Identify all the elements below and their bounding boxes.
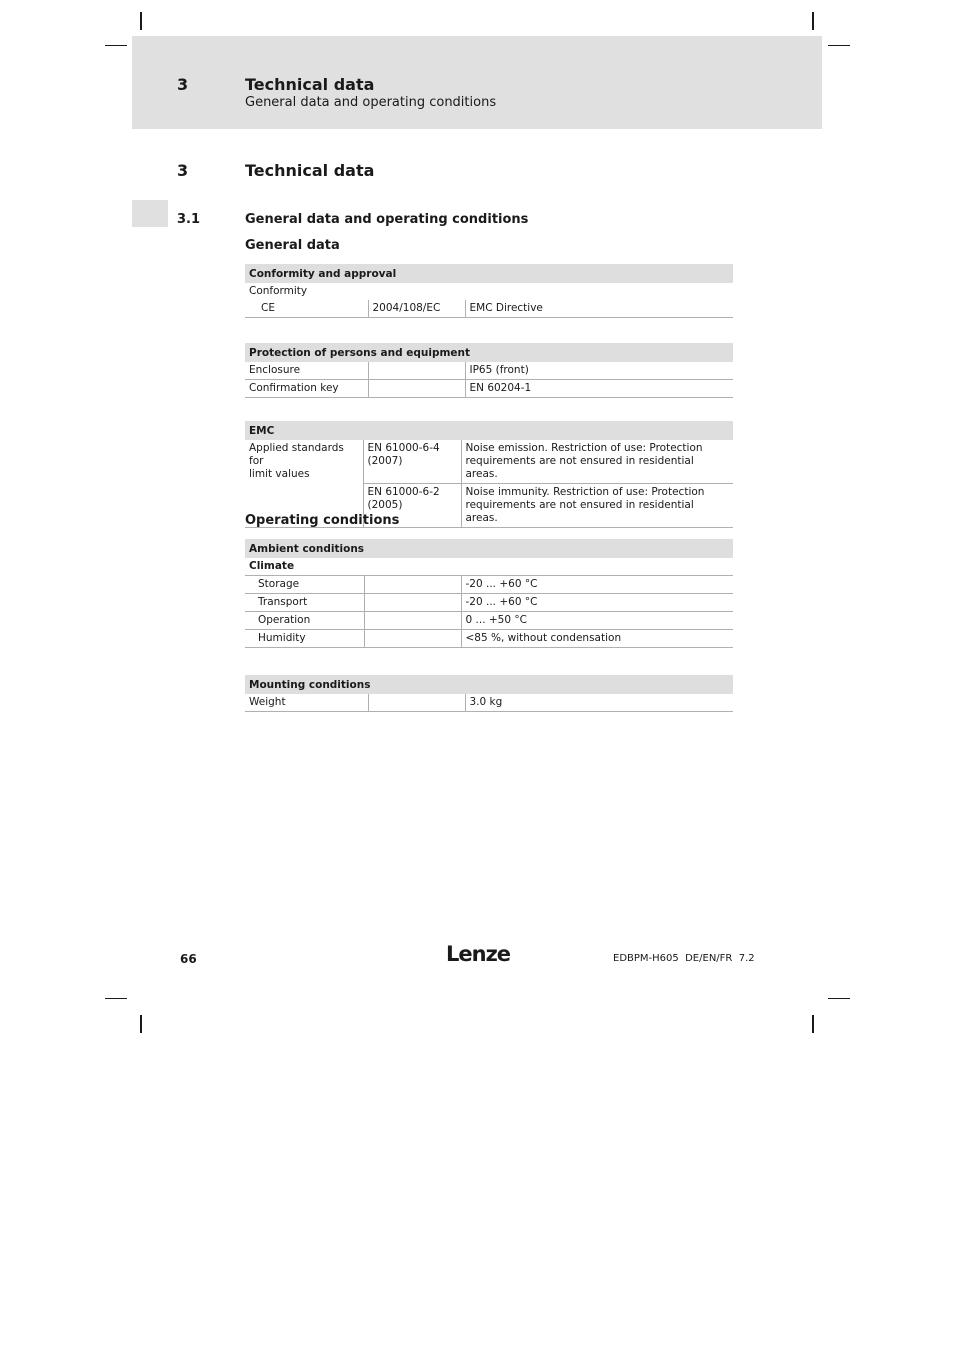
row-value bbox=[364, 612, 461, 630]
table-row bbox=[245, 440, 733, 484]
row-description: -20 ... +60 °C bbox=[461, 594, 733, 612]
emc-standard bbox=[363, 440, 461, 484]
standard-name: EN 61000-6-4 bbox=[367, 442, 440, 454]
row-description: -20 ... +60 °C bbox=[461, 576, 733, 594]
table-row bbox=[245, 300, 733, 318]
document-id: EDBPM-H605 DE/EN/FR 7.2 bbox=[613, 953, 755, 964]
row-description: IP65 (front) bbox=[465, 362, 733, 380]
row-label: Operation bbox=[245, 612, 364, 630]
table-row bbox=[245, 612, 733, 630]
crop-mark bbox=[140, 1015, 142, 1033]
group-label: Climate bbox=[245, 558, 733, 576]
table-row bbox=[245, 380, 733, 398]
standard-name: EN 61000-6-2 bbox=[367, 486, 440, 498]
row-value: 2004/108/EC bbox=[368, 300, 465, 318]
lenze-logo: Lenze bbox=[446, 942, 511, 966]
side-tab-marker bbox=[132, 200, 168, 227]
table-row bbox=[245, 694, 733, 712]
subsection-title: General data and operating conditions bbox=[245, 212, 529, 227]
standard-year: (2007) bbox=[367, 455, 403, 467]
row-value bbox=[368, 694, 465, 712]
general-data-heading: General data bbox=[245, 238, 340, 253]
table-row bbox=[245, 594, 733, 612]
table-row bbox=[245, 576, 733, 594]
desc-line: Noise immunity. Restriction of use: Protection bbox=[465, 486, 705, 498]
group-label: Conformity bbox=[249, 285, 308, 297]
row-label: Confirmation key bbox=[245, 380, 368, 398]
row-label: Transport bbox=[245, 594, 364, 612]
row-value bbox=[364, 630, 461, 648]
conformity-table bbox=[245, 264, 733, 318]
row-label: Weight bbox=[245, 694, 368, 712]
page-number: 66 bbox=[180, 952, 197, 966]
crop-mark bbox=[140, 12, 142, 30]
subsection-number: 3.1 bbox=[177, 212, 201, 227]
table-header: Ambient conditions bbox=[245, 539, 733, 558]
desc-line: requirements are not ensured in residential areas. bbox=[465, 455, 694, 480]
row-description: <85 %, without condensation bbox=[461, 630, 733, 648]
table-row bbox=[245, 362, 733, 380]
crop-mark bbox=[812, 1015, 814, 1033]
row-value bbox=[368, 380, 465, 398]
row-label: Enclosure bbox=[245, 362, 368, 380]
emc-label-line2: limit values bbox=[249, 468, 310, 480]
row-label: Storage bbox=[245, 576, 364, 594]
table-header: EMC bbox=[245, 421, 733, 440]
desc-line: requirements are not ensured in residential areas. bbox=[465, 499, 694, 524]
section-number: 3 bbox=[177, 161, 189, 180]
table-row bbox=[245, 630, 733, 648]
header-chapter-title: Technical data bbox=[245, 75, 375, 94]
standard-year: (2005) bbox=[367, 499, 403, 511]
desc-line: Noise emission. Restriction of use: Protection bbox=[465, 442, 703, 454]
row-label: Humidity bbox=[245, 630, 364, 648]
crop-mark bbox=[828, 45, 850, 46]
row-description: EMC Directive bbox=[465, 300, 733, 318]
emc-table bbox=[245, 421, 733, 528]
header-chapter-subtitle: General data and operating conditions bbox=[245, 95, 497, 110]
section-title: Technical data bbox=[245, 161, 375, 180]
row-description: 3.0 kg bbox=[465, 694, 733, 712]
row-description: 0 ... +50 °C bbox=[461, 612, 733, 630]
row-label: CE bbox=[245, 300, 368, 318]
emc-description bbox=[461, 484, 733, 528]
page-header-band bbox=[132, 36, 822, 129]
crop-mark bbox=[828, 998, 850, 999]
table-header: Mounting conditions bbox=[245, 675, 733, 694]
ambient-table bbox=[245, 539, 733, 648]
crop-mark bbox=[105, 998, 127, 999]
operating-conditions-heading: Operating conditions bbox=[245, 513, 400, 528]
emc-description bbox=[461, 440, 733, 484]
row-value bbox=[368, 362, 465, 380]
row-value bbox=[364, 576, 461, 594]
protection-table bbox=[245, 343, 733, 398]
crop-mark bbox=[812, 12, 814, 30]
row-description: EN 60204-1 bbox=[465, 380, 733, 398]
header-chapter-number: 3 bbox=[177, 75, 189, 94]
table-header: Conformity and approval bbox=[245, 264, 733, 283]
row-value bbox=[364, 594, 461, 612]
mounting-table bbox=[245, 675, 733, 712]
crop-mark bbox=[105, 45, 127, 46]
table-header: Protection of persons and equipment bbox=[245, 343, 733, 362]
emc-label-line1: Applied standards for bbox=[249, 442, 344, 467]
